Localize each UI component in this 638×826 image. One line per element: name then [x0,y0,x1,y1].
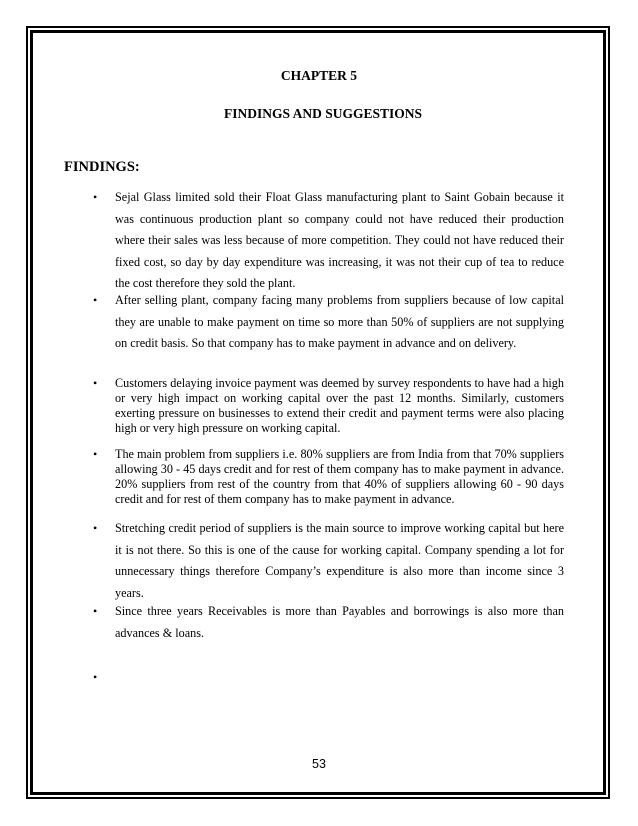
list-item-text: Customers delaying invoice payment was deemed by survey respondents to have had a high or very high impact on working capital over the past 12 months. Similarly, customers exerting pressure on businesses to extend their credit and payment terms were also placing high or very high pressure on working capital. [115,376,564,435]
list-item-text: Sejal Glass limited sold their Float Glass manufacturing plant to Saint Gobain because it was continuous production plant so company could not have reduced their production where their sales was less because of more competition. They could not have reduced their fixed cost, so day by day expenditure was increasing, it was not their cup of tea to reduce the cost therefore they sold the plant. [115,190,564,290]
findings-heading: FINDINGS: [64,159,140,175]
bullet-icon: • [93,376,98,390]
bullet-icon: • [93,190,98,204]
bullet-icon: • [93,293,98,307]
chapter-number: CHAPTER 5 [280,68,358,83]
bullet-icon: • [93,670,98,684]
bullet-icon: • [93,521,98,535]
page-number: 53 [312,757,326,771]
list-item-text: Since three years Receivables is more than Payables and borrowings is also more than advances & loans. [115,604,564,640]
list-item-text: Stretching credit period of suppliers is the main source to improve working capital but here it is not there. So this is one of the cause for working capital. Company spending a lot for unnecessary things therefore Company’s expenditure is also more than income since 3 years. [115,521,564,600]
list-item-text: After selling plant, company facing many problems from suppliers because of low capital they are unable to make payment on time so more than 50% of suppliers are not supplying on credit basis. So that company has to make payment in advance and on delivery. [115,293,564,350]
chapter-title: FINDINGS AND SUGGESTIONS [223,106,423,121]
bullet-icon: • [93,447,98,461]
list-item-text: The main problem from suppliers i.e. 80% suppliers are from India from that 70% suppliers allowing 30 - 45 days credit and for rest of them company has to make payment in advance. 20% suppliers from rest of the country from that 40% of suppliers allowing 60 - 90 days credit and for rest of them company has to make payment in advance. [115,447,564,506]
bullet-icon: • [93,604,98,618]
